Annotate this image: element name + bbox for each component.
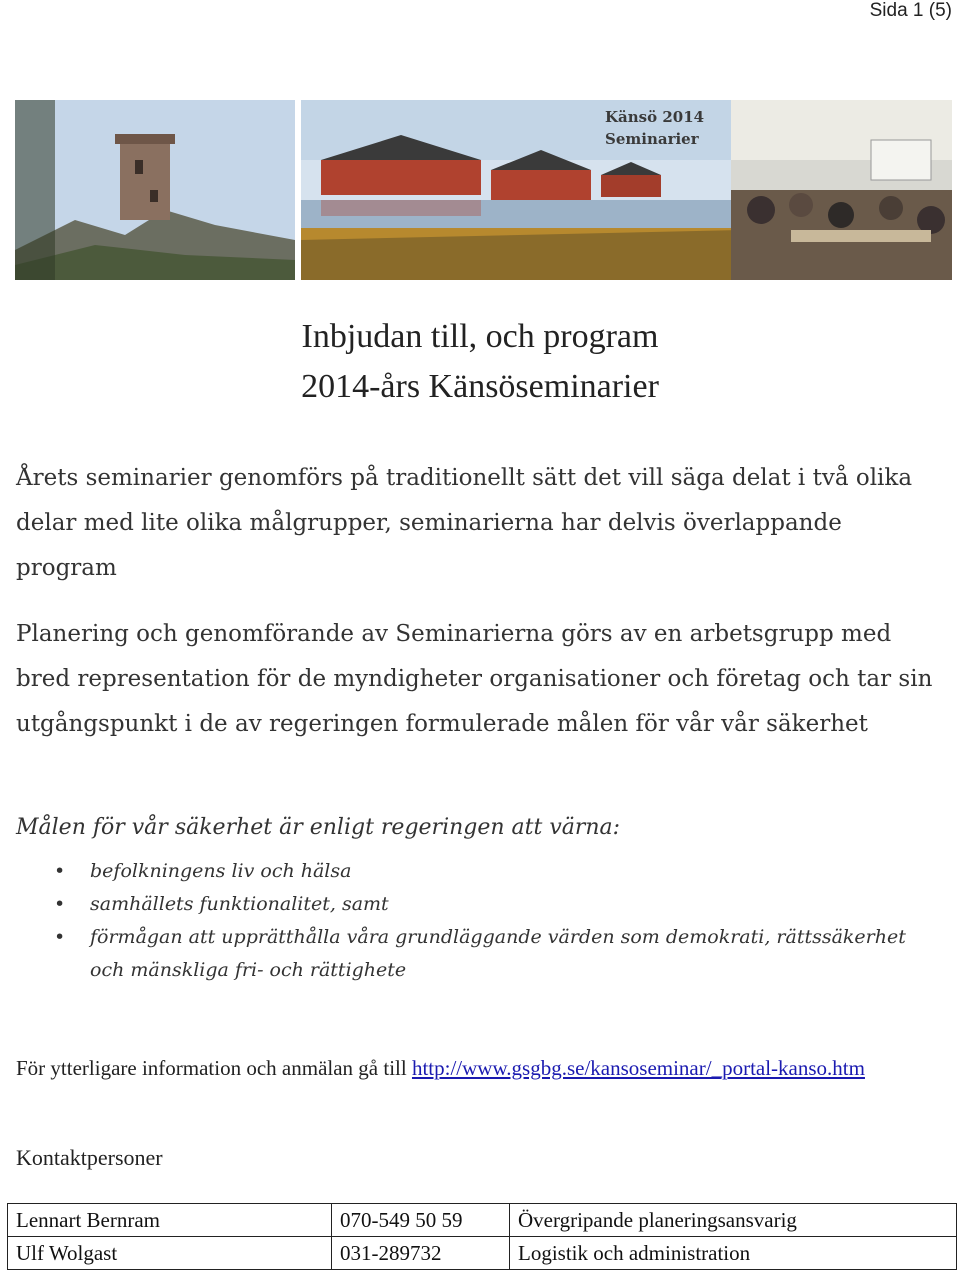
tower-photo	[15, 100, 295, 280]
banner-caption-line1: Känsö 2014	[605, 108, 705, 126]
planning-paragraph: Planering och genomförande av Seminarierna görs av en arbetsgrupp med bred representation för de myndigheter organisationer och företag och tar sin utgångspunkt i de av regeringen formulerade målen för vår vår säkerhet	[16, 621, 933, 737]
contact-phone: 070-549 50 59	[332, 1204, 510, 1237]
bullet-icon: •	[54, 926, 66, 948]
registration-link[interactable]: http://www.gsgbg.se/kansoseminar/_portal-kanso.htm	[411, 1056, 865, 1080]
bullet-icon: •	[54, 860, 66, 882]
title-line-2: 2014-års Känsöseminarier	[301, 368, 659, 405]
contacts-heading: Kontaktpersoner	[16, 1145, 163, 1170]
document-title	[0, 312, 960, 412]
contacts-table	[7, 1203, 957, 1270]
list-item	[54, 921, 934, 987]
goals-intro: Målen för vår säkerhet är enligt regeringen att värna:	[16, 815, 621, 840]
header-banner	[15, 100, 952, 280]
goals-list	[54, 855, 934, 987]
info-line	[16, 1050, 946, 1086]
table-row	[8, 1237, 957, 1270]
goal-text: samhällets funktionalitet, samt	[90, 893, 389, 915]
contact-name: Lennart Bernram	[8, 1204, 332, 1237]
page-number: Sida 1 (5)	[869, 0, 952, 21]
list-item	[54, 855, 934, 888]
contact-name: Ulf Wolgast	[8, 1237, 332, 1270]
banner-caption-line2: Seminarier	[605, 130, 699, 148]
bullet-icon: •	[54, 893, 66, 915]
title-line-1: Inbjudan till, och program	[301, 318, 659, 355]
intro-paragraph: Årets seminarier genomförs på traditionellt sätt det vill säga delat i två olika delar med lite olika målgrupper, seminarierna har delvis överlappande program	[16, 465, 913, 581]
info-text: För ytterligare information och anmälan gå till	[16, 1056, 412, 1080]
goal-text: förmågan att upprätthålla våra grundläggande värden som demokrati, rättssäkerhet och mänskliga fri- och rättighete	[90, 926, 906, 981]
seminar-room-photo	[731, 100, 952, 280]
contact-role: Övergripande planeringsansvarig	[510, 1204, 957, 1237]
contact-phone: 031-289732	[332, 1237, 510, 1270]
goal-text: befolkningens liv och hälsa	[90, 860, 352, 882]
table-row	[8, 1204, 957, 1237]
contact-role: Logistik och administration	[510, 1237, 957, 1270]
list-item	[54, 888, 934, 921]
